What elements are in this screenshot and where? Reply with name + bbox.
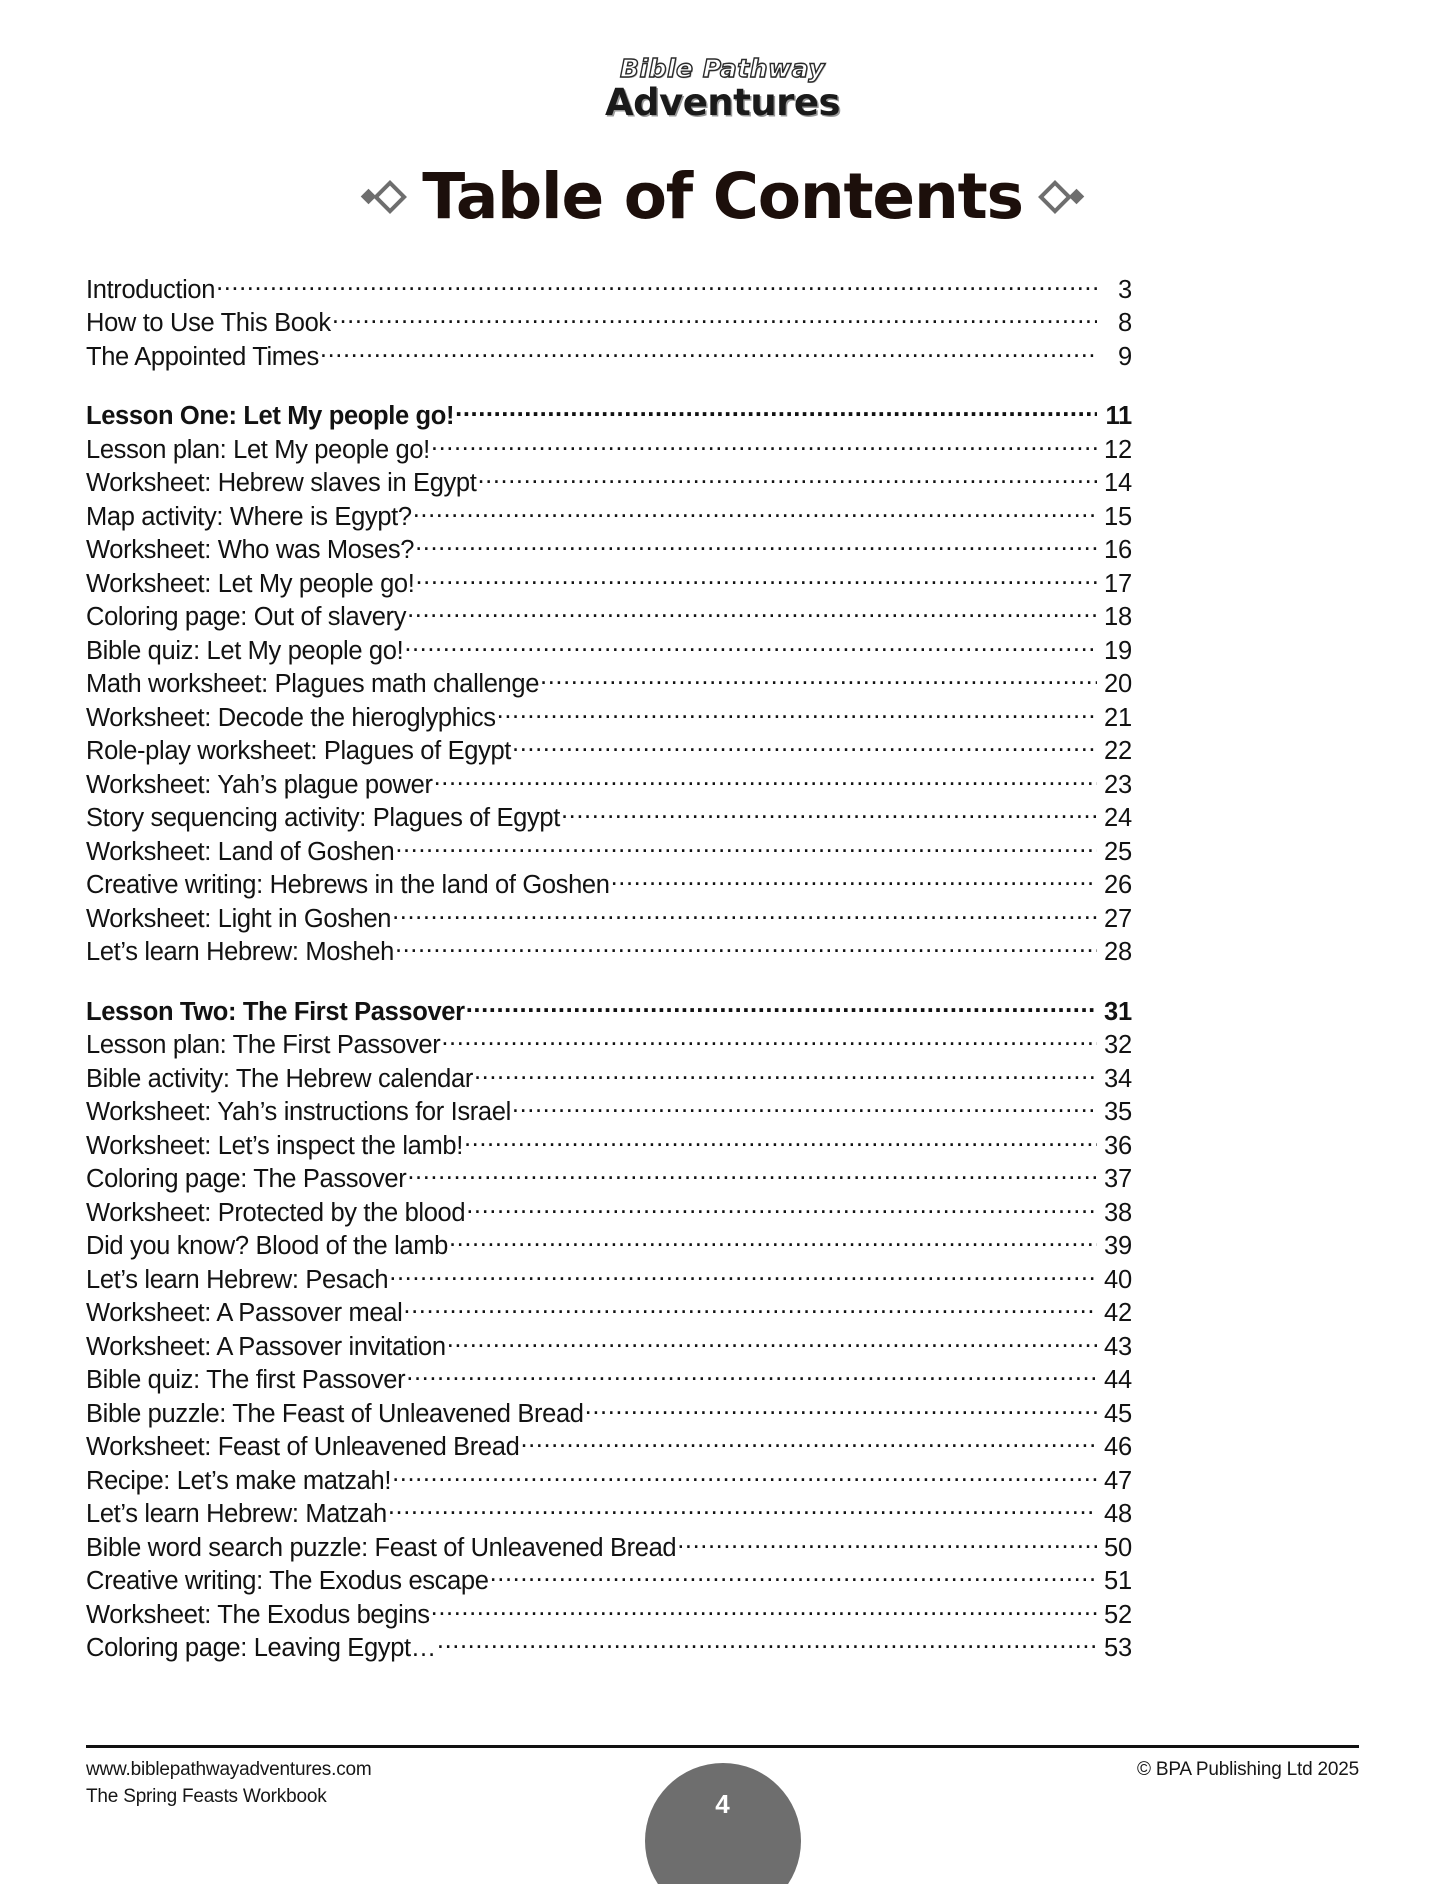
footer-copyright: © BPA Publishing Ltd 2025: [1136, 1759, 1359, 1780]
toc-leader-dots: [447, 1329, 1097, 1355]
toc-leader-dots: [466, 994, 1097, 1020]
toc-leader-dots: [585, 1396, 1097, 1422]
toc-entry-page: 20: [1104, 670, 1132, 698]
toc-entry-label: Let’s learn Hebrew: Pesach: [86, 1265, 389, 1294]
toc-leader-dots: [466, 1195, 1097, 1221]
toc-entry[interactable]: [86, 633, 1132, 667]
toc-entry-page: 3: [1118, 275, 1132, 304]
toc-entry[interactable]: [86, 306, 1132, 340]
toc-entry-page: 32: [1104, 1031, 1132, 1059]
toc-entry[interactable]: [86, 1363, 1132, 1397]
toc-entry-label: Bible quiz: Let My people go!: [86, 636, 404, 665]
toc-entry-label: Worksheet: Who was Moses?: [86, 536, 415, 564]
toc-entry-page: 25: [1104, 837, 1132, 866]
toc-entry[interactable]: [86, 1229, 1132, 1263]
toc-leader-dots: [478, 466, 1098, 492]
toc-leader-dots: [407, 600, 1097, 626]
toc-entry-page: 19: [1104, 636, 1132, 665]
page-number: 4: [715, 1789, 730, 1819]
toc-entry-page: 24: [1104, 804, 1132, 832]
logo-line-one: Bible Pathway: [619, 54, 826, 83]
toc-entry-label: Worksheet: A Passover meal: [86, 1299, 403, 1327]
toc-entry-label: Bible word search puzzle: Feast of Unleavened Bread: [86, 1533, 677, 1562]
toc-leader-dots: [395, 935, 1097, 961]
toc-entry-label: Recipe: Let’s make matzah!: [86, 1466, 392, 1495]
toc-leader-dots: [512, 1095, 1097, 1121]
toc-entry-label: Worksheet: Let My people go!: [86, 569, 415, 598]
toc-entry-page: 39: [1104, 1232, 1132, 1260]
toc-entry-label: Worksheet: Land of Goshen: [86, 837, 395, 866]
toc-leader-dots: [216, 272, 1097, 298]
toc-entry-label: Lesson plan: Let My people go!: [86, 435, 430, 464]
toc-entry[interactable]: [86, 1597, 1132, 1631]
toc-leader-dots: [497, 700, 1097, 726]
toc-entry-label: Introduction: [86, 275, 216, 304]
toc-entry[interactable]: [86, 767, 1132, 801]
toc-entry-page: 8: [1118, 309, 1132, 337]
toc-entry-page: 46: [1104, 1433, 1132, 1461]
toc-entry[interactable]: [86, 1530, 1132, 1564]
toc-entry-label: Bible activity: The Hebrew calendar: [86, 1064, 473, 1093]
toc-section-heading-lesson-two[interactable]: [86, 994, 1132, 1028]
toc-entry[interactable]: [86, 432, 1132, 466]
toc-section-label: Lesson One: Let My people go!: [86, 402, 455, 430]
toc-leader-dots: [415, 533, 1097, 559]
toc-entry-page: 42: [1104, 1299, 1132, 1327]
toc-entry[interactable]: [86, 901, 1132, 935]
toc-entry-page: 17: [1104, 569, 1132, 598]
toc-entry-label: Bible quiz: The first Passover: [86, 1366, 406, 1394]
toc-entry[interactable]: [86, 667, 1132, 701]
toc-entry[interactable]: [86, 499, 1132, 533]
toc-leader-dots: [611, 868, 1097, 894]
toc-entry-page: 37: [1104, 1165, 1132, 1193]
toc-entry-label: Worksheet: Decode the hieroglyphics: [86, 703, 496, 732]
diamond-ornament-left-icon: [363, 185, 402, 209]
toc-leader-dots: [392, 1463, 1097, 1489]
toc-entry-label: The Appointed Times: [86, 342, 319, 371]
toc-entry-label: Worksheet: Protected by the blood: [86, 1198, 466, 1227]
toc-section-heading-lesson-one[interactable]: [86, 399, 1132, 433]
toc-entry-page: 18: [1104, 603, 1132, 631]
toc-entry[interactable]: [86, 1061, 1132, 1095]
toc-leader-dots: [388, 1497, 1097, 1523]
toc-entry-label: Role-play worksheet: Plagues of Egypt: [86, 737, 512, 765]
toc-leader-dots: [441, 1028, 1097, 1054]
toc-leader-dots: [677, 1530, 1097, 1556]
toc-group-lesson-two: [86, 994, 1132, 1664]
toc-leader-dots: [449, 1229, 1097, 1255]
toc-entry-page: 52: [1104, 1600, 1132, 1629]
toc-leader-dots: [540, 667, 1097, 693]
toc-entry-page: 23: [1104, 770, 1132, 799]
toc-entry[interactable]: [86, 1463, 1132, 1497]
toc-entry[interactable]: [86, 566, 1132, 600]
toc-leader-dots: [512, 734, 1097, 760]
toc-leader-dots: [407, 1162, 1097, 1188]
toc-entry-page: 26: [1104, 871, 1132, 899]
toc-entry[interactable]: [86, 1296, 1132, 1330]
toc-entry-page: 45: [1104, 1399, 1132, 1428]
toc-entry-page: 22: [1104, 737, 1132, 765]
toc-entry-page: 43: [1104, 1332, 1132, 1361]
toc-entry-label: Coloring page: Out of slavery: [86, 603, 407, 631]
toc-entry-page: 9: [1118, 342, 1132, 371]
toc-entry-label: Bible puzzle: The Feast of Unleavened Bread: [86, 1399, 584, 1428]
toc-leader-dots: [389, 1262, 1097, 1288]
toc-entry-label: Worksheet: Yah’s instructions for Israel: [86, 1098, 511, 1126]
toc-entry[interactable]: [86, 935, 1132, 969]
toc-entry-page: 12: [1104, 435, 1132, 464]
toc-entry[interactable]: [86, 1162, 1132, 1196]
toc-entry-page: 16: [1104, 536, 1132, 564]
toc-entry-page: 47: [1104, 1466, 1132, 1495]
toc-entry[interactable]: [86, 1430, 1132, 1464]
toc-entry-page: 34: [1104, 1064, 1132, 1093]
footer-website[interactable]: www.biblepathwayadventures.com: [86, 1759, 372, 1780]
brand-logo: [0, 54, 1445, 124]
toc-entry[interactable]: [86, 1497, 1132, 1531]
toc-leader-dots: [561, 801, 1097, 827]
toc-entry-label: Let’s learn Hebrew: Mosheh: [86, 938, 394, 966]
toc-entry-label: Worksheet: A Passover invitation: [86, 1332, 446, 1361]
toc-entry-label: Worksheet: Light in Goshen: [86, 904, 392, 933]
toc-entry-label: Worksheet: The Exodus begins: [86, 1600, 430, 1629]
toc-entry-label: Coloring page: Leaving Egypt…: [86, 1634, 436, 1662]
toc-leader-dots: [392, 901, 1097, 927]
toc-entry[interactable]: [86, 533, 1132, 567]
toc-entry[interactable]: [86, 734, 1132, 768]
toc-entry-label: Lesson plan: The First Passover: [86, 1031, 441, 1059]
toc-leader-dots: [406, 1363, 1097, 1389]
toc-group-front-matter: [86, 272, 1132, 373]
diamond-ornament-right-icon: [1043, 185, 1082, 209]
toc-entry-label: Worksheet: Feast of Unleavened Bread: [86, 1433, 520, 1461]
toc-leader-dots: [455, 399, 1097, 425]
toc-entry[interactable]: [86, 1128, 1132, 1162]
toc-entry[interactable]: [86, 1396, 1132, 1430]
toc-entry-label: Did you know? Blood of the lamb: [86, 1232, 448, 1260]
toc-entry-label: How to Use This Book: [86, 309, 331, 337]
toc-entry[interactable]: [86, 1095, 1132, 1129]
toc-entry[interactable]: [86, 272, 1132, 306]
toc-leader-dots: [464, 1128, 1097, 1154]
toc-leader-dots: [431, 1597, 1097, 1623]
toc-leader-dots: [431, 432, 1097, 458]
footer-book-title: The Spring Feasts Workbook: [86, 1786, 327, 1807]
table-of-contents: [86, 272, 1132, 1664]
toc-entry[interactable]: [86, 339, 1132, 373]
toc-leader-dots: [395, 834, 1097, 860]
toc-entry-page: 40: [1104, 1265, 1132, 1294]
toc-entry-page: 36: [1104, 1131, 1132, 1160]
toc-entry-page: 14: [1104, 469, 1132, 497]
toc-entry[interactable]: [86, 1329, 1132, 1363]
toc-entry-page: 21: [1104, 703, 1132, 732]
toc-entry[interactable]: [86, 466, 1132, 500]
toc-entry-page: 28: [1104, 938, 1132, 966]
toc-entry[interactable]: [86, 1262, 1132, 1296]
toc-entry-page: 48: [1104, 1500, 1132, 1528]
toc-entry-label: Worksheet: Yah’s plague power: [86, 770, 433, 799]
toc-section-label: Lesson Two: The First Passover: [86, 997, 465, 1026]
toc-entry-label: Worksheet: Hebrew slaves in Egypt: [86, 469, 477, 497]
toc-entry-label: Creative writing: The Exodus escape: [86, 1567, 489, 1595]
toc-entry[interactable]: [86, 1631, 1132, 1665]
toc-entry-label: Worksheet: Let’s inspect the lamb!: [86, 1131, 463, 1160]
toc-leader-dots: [320, 339, 1097, 365]
toc-entry-page: 15: [1104, 502, 1132, 531]
logo-line-two: Adventures: [604, 81, 841, 124]
toc-entry-label: Map activity: Where is Egypt?: [86, 502, 412, 531]
toc-entry[interactable]: [86, 1028, 1132, 1062]
toc-entry-page: 50: [1104, 1533, 1132, 1562]
toc-leader-dots: [413, 499, 1097, 525]
toc-entry[interactable]: [86, 700, 1132, 734]
toc-entry[interactable]: [86, 868, 1132, 902]
toc-leader-dots: [490, 1564, 1097, 1590]
toc-entry-page: 35: [1104, 1098, 1132, 1126]
toc-entry[interactable]: [86, 1195, 1132, 1229]
toc-leader-dots: [437, 1631, 1097, 1657]
toc-leader-dots: [434, 767, 1097, 793]
toc-entry[interactable]: [86, 801, 1132, 835]
toc-entry-page: 38: [1104, 1198, 1132, 1227]
page-title-row: [0, 160, 1445, 233]
toc-entry-page: 27: [1104, 904, 1132, 933]
toc-leader-dots: [404, 633, 1097, 659]
toc-entry-page: 53: [1104, 1634, 1132, 1662]
toc-entry-label: Math worksheet: Plagues math challenge: [86, 670, 540, 698]
toc-leader-dots: [332, 306, 1097, 332]
toc-leader-dots: [403, 1296, 1097, 1322]
toc-entry-label: Coloring page: The Passover: [86, 1165, 407, 1193]
toc-section-page: 31: [1104, 997, 1132, 1026]
toc-entry-page: 51: [1104, 1567, 1132, 1595]
page-title: Table of Contents: [422, 160, 1023, 233]
footer-left-block: [86, 1756, 372, 1810]
toc-section-page: 11: [1105, 402, 1132, 430]
toc-entry-label: Let’s learn Hebrew: Matzah: [86, 1500, 387, 1528]
toc-leader-dots: [520, 1430, 1097, 1456]
toc-entry[interactable]: [86, 834, 1132, 868]
footer-divider: [86, 1745, 1359, 1748]
toc-leader-dots: [416, 566, 1098, 592]
toc-entry-label: Creative writing: Hebrews in the land of Goshen: [86, 871, 610, 899]
toc-leader-dots: [474, 1061, 1097, 1087]
toc-entry[interactable]: [86, 1564, 1132, 1598]
toc-entry-page: 44: [1104, 1366, 1132, 1394]
toc-entry[interactable]: [86, 600, 1132, 634]
toc-group-lesson-one: [86, 399, 1132, 969]
toc-entry-label: Story sequencing activity: Plagues of Egypt: [86, 804, 560, 832]
